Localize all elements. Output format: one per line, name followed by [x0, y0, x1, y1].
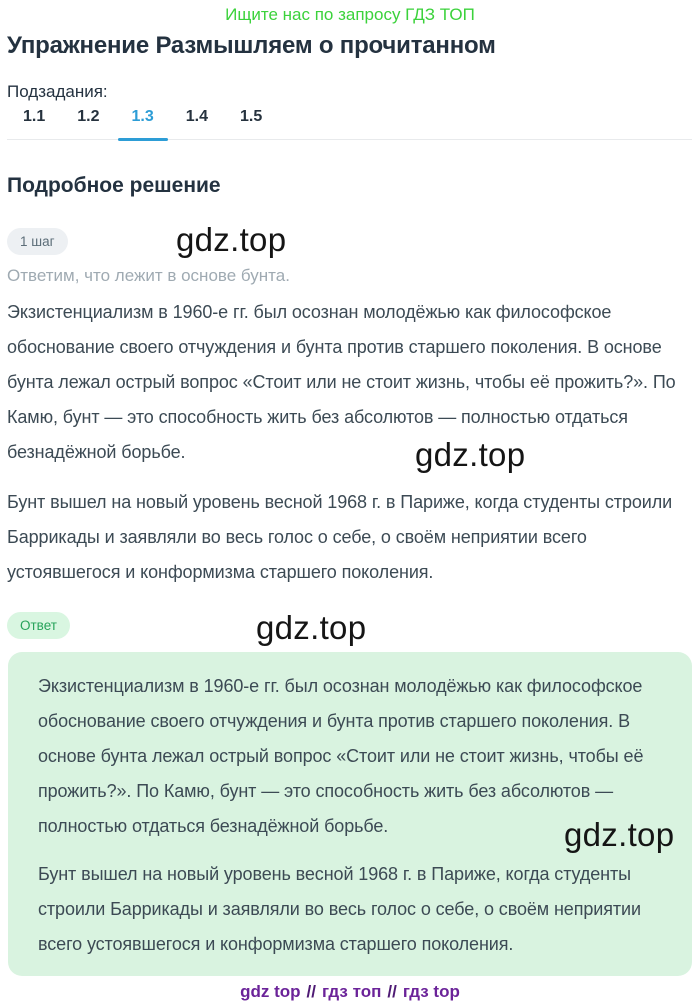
watermark: gdz.top	[564, 816, 675, 853]
footer-link[interactable]: гдз топ	[322, 982, 382, 1001]
subtask-tabs	[7, 108, 692, 140]
footer-separator: //	[306, 982, 316, 1001]
tab-1.3[interactable]: 1.3	[116, 108, 170, 139]
footer-separator: //	[387, 982, 397, 1001]
answer-paragraph: Бунт вышел на новый уровень весной 1968 г. в Париже, когда студенты строили Баррикады и заявляли во весь голос о себе, о своём неприятии всего устоявшегося и конформизма старшего поколения.	[38, 864, 641, 954]
answer-box	[8, 652, 692, 976]
solution-paragraph: Бунт вышел на новый уровень весной 1968 г. в Париже, когда студенты строили Баррикады и заявляли во весь голос о себе, о своём неприятии всего устоявшегося и конформизма старшего поколения.	[7, 492, 673, 582]
tab-1.2[interactable]: 1.2	[77, 108, 100, 125]
footer-link[interactable]: гдз top	[402, 982, 460, 1001]
subtasks-label: Подзадания:	[7, 82, 108, 101]
solution-lead: Ответим, что лежит в основе бунта.	[7, 266, 290, 285]
promo-search-hint: Ищите нас по запросу ГДЗ ТОП	[225, 5, 475, 24]
watermark: gdz.top	[176, 221, 287, 258]
solution-paragraphs	[0, 295, 700, 590]
answer-badge: Ответ	[7, 612, 70, 639]
footer-link[interactable]: gdz top	[240, 982, 301, 1001]
step-badge: 1 шаг	[7, 228, 68, 255]
watermark: gdz.top	[256, 609, 367, 646]
page-title: Упражнение Размышляем о прочитанном	[7, 32, 496, 59]
tab-1.4[interactable]: 1.4	[185, 108, 208, 125]
solution-paragraph: Экзистенциализм в 1960-е гг. был осознан молодёжью как философское обоснование своего отчуждения и бунта против старшего поколения. В основе бунта лежал острый вопрос «Стоит или не стоит жизнь, чтобы её прожить?». По Камю, бунт — это способность жить без абсолютов — полностью отдаться безнадёжной борьбе.	[7, 302, 676, 462]
tab-1.1[interactable]: 1.1	[23, 108, 46, 125]
answer-paragraph: Экзистенциализм в 1960-е гг. был осознан молодёжью как философское обоснование своего отчуждения и бунта против старшего поколения. В основе бунта лежал острый вопрос «Стоит или не стоит жизнь, чтобы её прожить?». По Камю, бунт — это способность жить без абсолютов — полностью отдаться безнадёжной борьбе.	[38, 676, 644, 836]
solution-heading: Подробное решение	[7, 174, 221, 197]
watermark: gdz.top	[415, 436, 526, 473]
tab-1.5[interactable]: 1.5	[240, 108, 263, 125]
